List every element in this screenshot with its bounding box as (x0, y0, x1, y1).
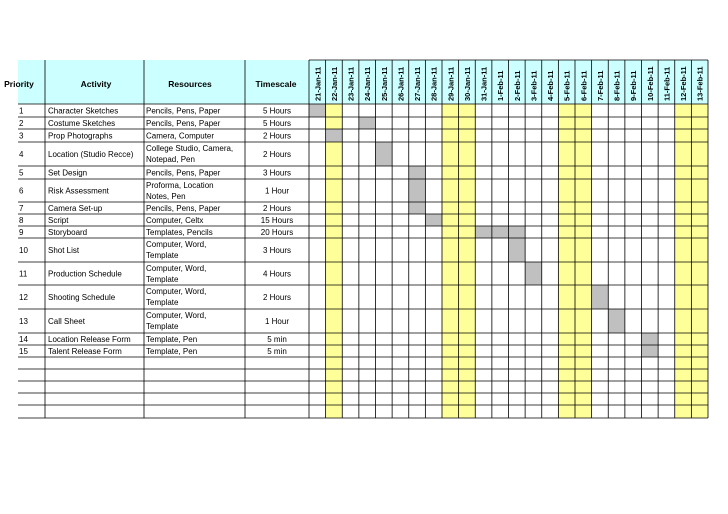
timescale-cell: 2 Hours (262, 131, 292, 141)
timescale-cell: 5 Hours (262, 119, 292, 128)
date-label: 10-Feb-11 (645, 66, 655, 101)
priority-cell: 3 (19, 131, 24, 141)
date-label: 12-Feb-11 (679, 66, 689, 101)
date-label: 8-Feb-11 (612, 70, 622, 101)
date-label: 31-Jan-11 (479, 66, 489, 101)
date-label: 3-Feb-11 (529, 70, 539, 101)
priority-cell: 4 (19, 150, 24, 159)
date-label: 13-Feb-11 (695, 66, 705, 101)
activity-cell: Location (Studio Recce) (48, 150, 134, 159)
priority-cell: 12 (19, 293, 28, 302)
priority-cell: 14 (19, 335, 28, 344)
resources-cell: Templates, Pencils (146, 228, 213, 237)
activity-cell: Shot List (48, 246, 80, 255)
date-label: 26-Jan-11 (396, 66, 406, 101)
date-label: 21-Jan-11 (313, 66, 323, 101)
task-cell (509, 238, 526, 262)
activity-cell: Costume Sketches (48, 119, 116, 128)
task-cell (425, 214, 442, 226)
task-cell (326, 129, 343, 142)
timescale-cell: 5 min (267, 347, 287, 356)
timescale-cell: 4 Hours (262, 269, 292, 279)
timescale-cell: 1 Hour (264, 317, 290, 326)
date-label: 7-Feb-11 (595, 70, 605, 101)
task-cell (642, 333, 659, 345)
resources-cell: Template, Pen (146, 347, 198, 356)
resources-cell: College Studio, Camera, (146, 144, 234, 153)
resources-cell: Notes, Pen (146, 192, 186, 201)
weekend-column (326, 104, 343, 418)
task-cell (409, 166, 426, 179)
resources-cell: Pencils, Pens, Paper (146, 168, 221, 178)
priority-cell: 7 (19, 204, 24, 213)
activity-cell: Production Schedule (48, 269, 122, 279)
task-cell (309, 104, 326, 117)
resources-cell: Computer, Celtx (146, 216, 204, 225)
date-label: 24-Jan-11 (363, 66, 373, 101)
resources-header: Resources (168, 79, 212, 89)
date-label: 11-Feb-11 (662, 66, 672, 101)
timescale-cell: 5 min (267, 335, 287, 344)
priority-cell: 15 (19, 347, 28, 356)
activity-cell: Location Release Form (48, 335, 131, 344)
activity-cell: Prop Photographs (48, 131, 113, 141)
task-cell (359, 117, 376, 129)
weekend-column (691, 104, 708, 418)
resources-cell: Template (146, 275, 179, 284)
activity-cell: Talent Release Form (48, 347, 122, 356)
resources-cell: Pencils, Pens, Paper (146, 204, 221, 213)
task-cell (409, 179, 426, 202)
resources-cell: Computer, Word, (146, 287, 207, 296)
timescale-cell: 3 Hours (262, 246, 292, 255)
task-cell (592, 285, 609, 309)
date-label: 4-Feb-11 (546, 70, 556, 101)
activity-cell: Risk Assessment (48, 186, 109, 196)
activity-cell: Character Sketches (48, 106, 119, 116)
date-label: 23-Jan-11 (346, 66, 356, 101)
timescale-cell: 2 Hours (262, 293, 292, 302)
priority-header: Priority (4, 79, 34, 89)
timescale-cell: 3 Hours (262, 168, 292, 178)
date-label: 25-Jan-11 (379, 66, 389, 101)
resources-cell: Notepad, Pen (146, 155, 195, 164)
resources-cell: Pencils, Pens, Paper (146, 106, 221, 116)
task-cell (525, 262, 542, 285)
date-label: 22-Jan-11 (329, 66, 339, 101)
resources-cell: Camera, Computer (146, 131, 215, 141)
date-label: 1-Feb-11 (496, 70, 506, 101)
date-label: 29-Jan-11 (446, 66, 456, 101)
task-cell (475, 226, 492, 238)
resources-cell: Template (146, 251, 179, 260)
activity-cell: Storyboard (48, 228, 88, 237)
timescale-cell: 20 Hours (260, 228, 294, 237)
activity-cell: Set Design (48, 168, 88, 178)
task-cell (376, 142, 393, 166)
cell-fills (18, 60, 708, 418)
task-cell (608, 309, 625, 333)
priority-cell: 13 (19, 317, 28, 326)
timescale-cell: 15 Hours (260, 216, 294, 225)
activity-header: Activity (80, 79, 112, 89)
priority-cell: 2 (19, 119, 24, 128)
cell-text (4, 66, 705, 356)
activity-cell: Call Sheet (48, 317, 85, 326)
timescale-cell: 2 Hours (262, 150, 292, 159)
task-cell (642, 345, 659, 357)
date-label: 27-Jan-11 (413, 66, 423, 101)
weekend-column (558, 104, 575, 418)
date-label: 6-Feb-11 (579, 70, 589, 101)
activity-cell: Camera Set-up (48, 204, 103, 213)
priority-cell: 8 (19, 216, 24, 225)
date-label: 30-Jan-11 (462, 66, 472, 101)
timescale-cell: 1 Hour (264, 186, 290, 196)
task-cell (509, 226, 526, 238)
resources-cell: Computer, Word, (146, 264, 207, 273)
resources-cell: Template (146, 322, 179, 331)
weekend-column (575, 104, 592, 418)
priority-cell: 11 (19, 269, 28, 279)
activity-cell: Script (48, 216, 69, 225)
priority-cell: 1 (19, 106, 24, 116)
priority-cell: 9 (19, 228, 24, 237)
weekend-column (675, 104, 692, 418)
weekend-column (442, 104, 459, 418)
timescale-header: Timescale (255, 79, 297, 89)
date-label: 28-Jan-11 (429, 66, 439, 101)
resources-cell: Template (146, 298, 179, 307)
task-cell (409, 202, 426, 214)
timescale-cell: 2 Hours (262, 204, 292, 213)
timescale-cell: 5 Hours (262, 106, 292, 116)
priority-cell: 10 (19, 246, 28, 255)
resources-cell: Template, Pen (146, 335, 198, 344)
resources-cell: Computer, Word, (146, 311, 207, 320)
date-label: 5-Feb-11 (562, 70, 572, 101)
weekend-column (459, 104, 476, 418)
resources-cell: Computer, Word, (146, 240, 207, 249)
activity-cell: Shooting Schedule (48, 293, 116, 302)
grid-lines (18, 60, 708, 418)
priority-cell: 6 (19, 186, 24, 196)
priority-cell: 5 (19, 168, 24, 178)
resources-cell: Proforma, Location (146, 181, 214, 190)
resources-cell: Pencils, Pens, Paper (146, 119, 221, 128)
date-label: 9-Feb-11 (629, 70, 639, 101)
date-label: 2-Feb-11 (512, 70, 522, 101)
task-cell (492, 226, 509, 238)
